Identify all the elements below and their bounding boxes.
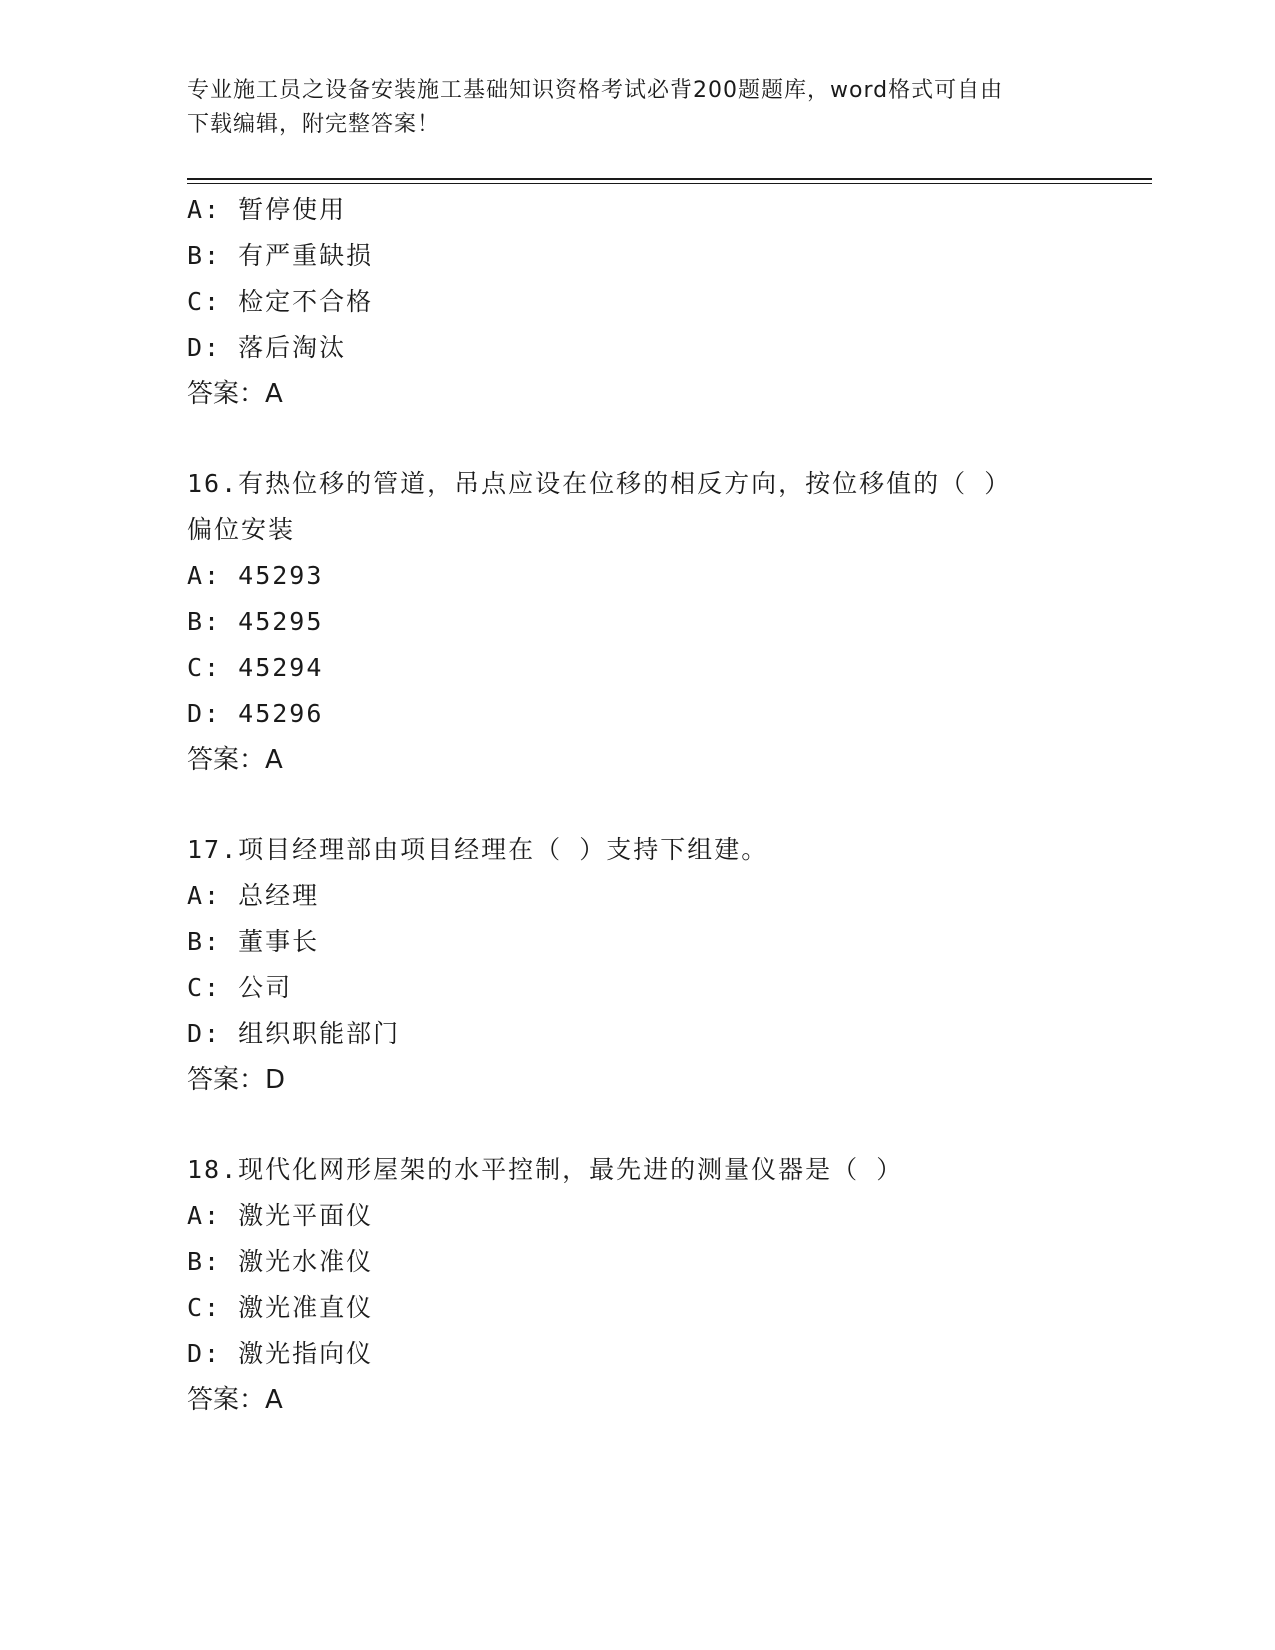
header-title-line-1: 专业施工员之设备安装施工基础知识资格考试必背200题题库，word格式可自由 — [187, 78, 1004, 103]
question-16-block — [187, 461, 1087, 783]
q15-option-a: A: 暂停使用 — [187, 195, 347, 224]
q16-option-b: B: 45295 — [187, 607, 324, 636]
question-18-block — [187, 1147, 1087, 1423]
q16-option-a: A: 45293 — [187, 561, 324, 590]
q17-option-c: C: 公司 — [187, 973, 293, 1002]
q18-option-a: A: 激光平面仪 — [187, 1201, 374, 1230]
q16-answer: 答案：A — [187, 745, 283, 775]
spacer — [187, 1103, 1087, 1147]
spacer — [187, 417, 1087, 461]
q18-answer: 答案：A — [187, 1385, 283, 1415]
q17-option-a: A: 总经理 — [187, 881, 320, 910]
q18-question: 18.现代化网形屋架的水平控制，最先进的测量仪器是（ ） — [187, 1155, 904, 1184]
q15-option-c: C: 检定不合格 — [187, 287, 374, 316]
q17-option-b: B: 董事长 — [187, 927, 320, 956]
q16-option-c: C: 45294 — [187, 653, 324, 682]
header-divider — [187, 178, 1152, 184]
q16-question-line-1: 16.有热位移的管道，吊点应设在位移的相反方向，按位移值的（ ） — [187, 469, 1012, 498]
q18-option-c: C: 激光准直仪 — [187, 1293, 374, 1322]
q17-option-d: D: 组织职能部门 — [187, 1019, 401, 1048]
q15-option-d: D: 落后淘汰 — [187, 333, 347, 362]
q16-question-line-2: 偏位安装 — [187, 515, 296, 544]
spacer — [187, 783, 1087, 827]
q15-answer: 答案：A — [187, 379, 283, 409]
q17-answer: 答案：D — [187, 1065, 286, 1095]
q15-option-b: B: 有严重缺损 — [187, 241, 374, 270]
q16-option-d: D: 45296 — [187, 699, 324, 728]
question-17-block — [187, 827, 1087, 1103]
document-header — [187, 74, 1067, 142]
q18-option-b: B: 激光水准仪 — [187, 1247, 374, 1276]
q17-question: 17.项目经理部由项目经理在（ ）支持下组建。 — [187, 835, 769, 864]
question-list — [187, 187, 1087, 1423]
header-title-line-2: 下载编辑，附完整答案！ — [187, 112, 441, 137]
q18-option-d: D: 激光指向仪 — [187, 1339, 374, 1368]
question-15-block — [187, 187, 1087, 417]
